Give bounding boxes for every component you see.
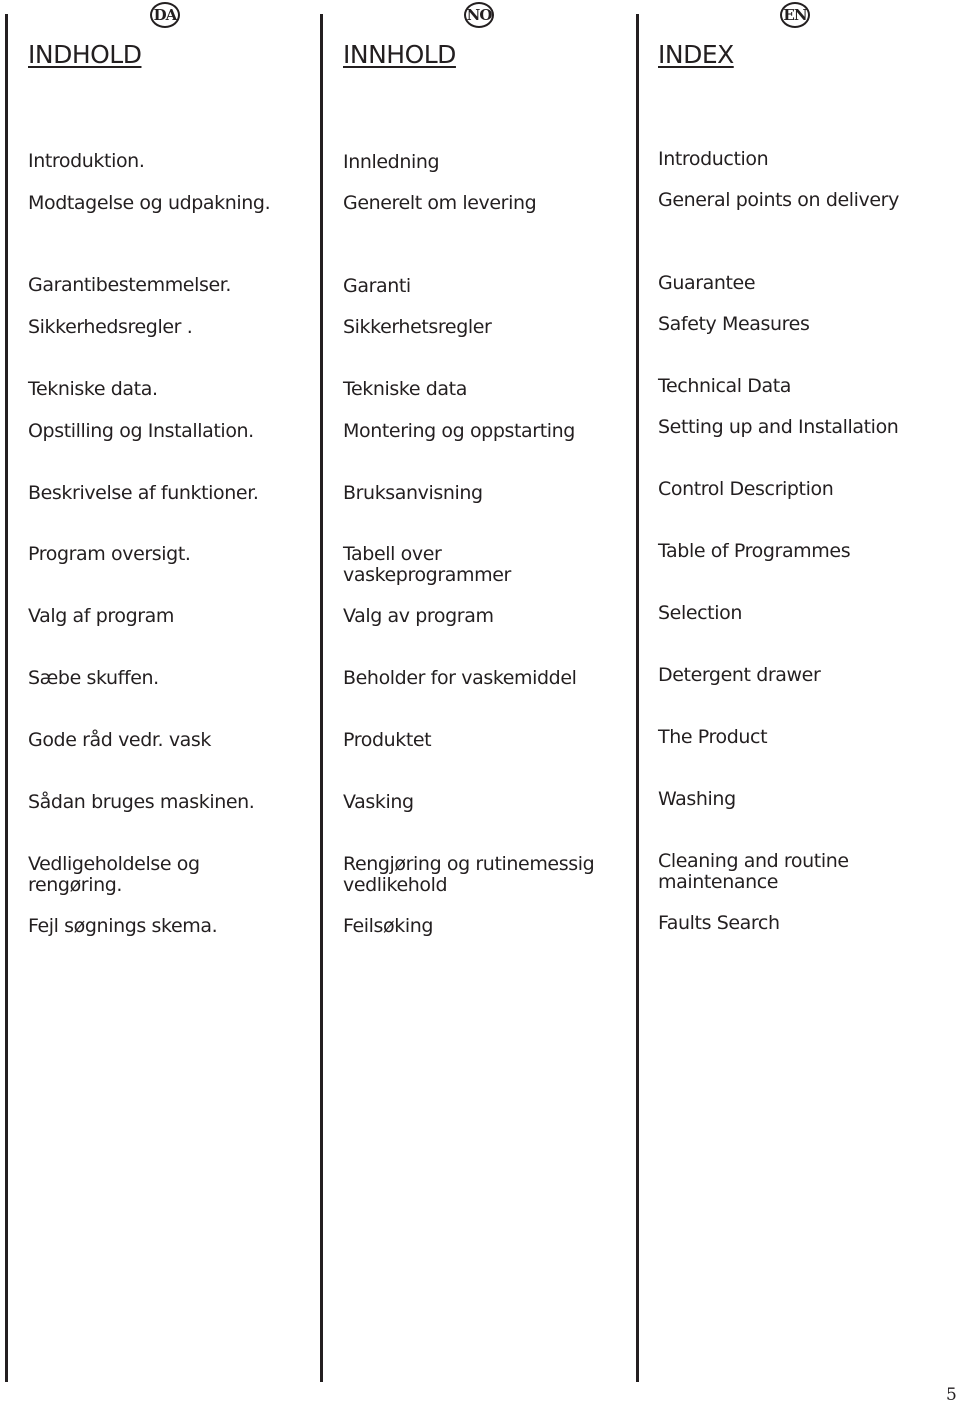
- column-norwegian: [343, 0, 643, 960]
- toc-entry: Opstilling og Installation.: [28, 420, 254, 442]
- toc-entry: Sådan bruges maskinen.: [28, 791, 255, 813]
- toc-entry: Introduction: [658, 148, 769, 170]
- toc-entry: Table of Programmes: [658, 540, 851, 562]
- toc-entry: Sæbe skuffen.: [28, 667, 159, 689]
- toc-entry: Control Description: [658, 478, 834, 500]
- toc-entry: General points on delivery: [658, 189, 899, 211]
- toc-entry: Program oversigt.: [28, 543, 191, 565]
- toc-entry: Cleaning and routine maintenance: [658, 850, 849, 893]
- toc-entry: Rengjøring og rutinemessig vedlikehold: [343, 853, 595, 896]
- column-heading-da: INDHOLD: [28, 40, 142, 69]
- toc-entry: Sikkerhetsregler: [343, 316, 492, 338]
- toc-entry: Technical Data: [658, 375, 792, 397]
- toc-entry: Montering og oppstarting: [343, 420, 575, 442]
- toc-entry: Tekniske data: [343, 378, 467, 400]
- toc-entry: Generelt om levering: [343, 192, 537, 214]
- toc-entry: Valg af program: [28, 605, 175, 627]
- toc-entry: Vedligeholdelse og rengøring.: [28, 853, 200, 896]
- toc-entry: Garanti: [343, 275, 411, 297]
- toc-entry: Feilsøking: [343, 915, 434, 937]
- language-badge-en: EN: [780, 2, 810, 28]
- language-badge-no: NO: [464, 2, 494, 28]
- toc-entry: Tekniske data.: [28, 378, 158, 400]
- toc-entry: Fejl søgnings skema.: [28, 915, 218, 937]
- toc-entry: Vasking: [343, 791, 414, 813]
- toc-entry: Introduktion.: [28, 150, 145, 172]
- toc-entry: Valg av program: [343, 605, 494, 627]
- toc-entry: Selection: [658, 602, 742, 624]
- column-rule-left: [5, 14, 8, 1382]
- column-english: [658, 0, 958, 960]
- toc-entry: Produktet: [343, 729, 432, 751]
- toc-entry: Modtagelse og udpakning.: [28, 192, 271, 214]
- column-heading-en: INDEX: [658, 40, 734, 69]
- toc-entry: The Product: [658, 726, 768, 748]
- toc-entry: Tabell over vaskeprogrammer: [343, 543, 511, 586]
- language-badge-da: DA: [150, 2, 180, 28]
- toc-entry: Innledning: [343, 151, 440, 173]
- toc-entry: Setting up and Installation: [658, 416, 899, 438]
- toc-entry: Beskrivelse af funktioner.: [28, 482, 259, 504]
- toc-entry: Beholder for vaskemiddel: [343, 667, 577, 689]
- toc-entry: Detergent drawer: [658, 664, 821, 686]
- toc-entry: Bruksanvisning: [343, 482, 483, 504]
- toc-entry: Safety Measures: [658, 313, 810, 335]
- page-number: 5: [946, 1385, 957, 1405]
- column-danish: [28, 0, 328, 960]
- column-heading-no: INNHOLD: [343, 40, 456, 69]
- toc-entry: Faults Search: [658, 912, 780, 934]
- toc-entry: Garantibestemmelser.: [28, 274, 232, 296]
- toc-entry: Sikkerhedsregler .: [28, 316, 193, 338]
- toc-entry: Guarantee: [658, 272, 756, 294]
- toc-entry: Washing: [658, 788, 736, 810]
- toc-entry: Gode råd vedr. vask: [28, 729, 212, 751]
